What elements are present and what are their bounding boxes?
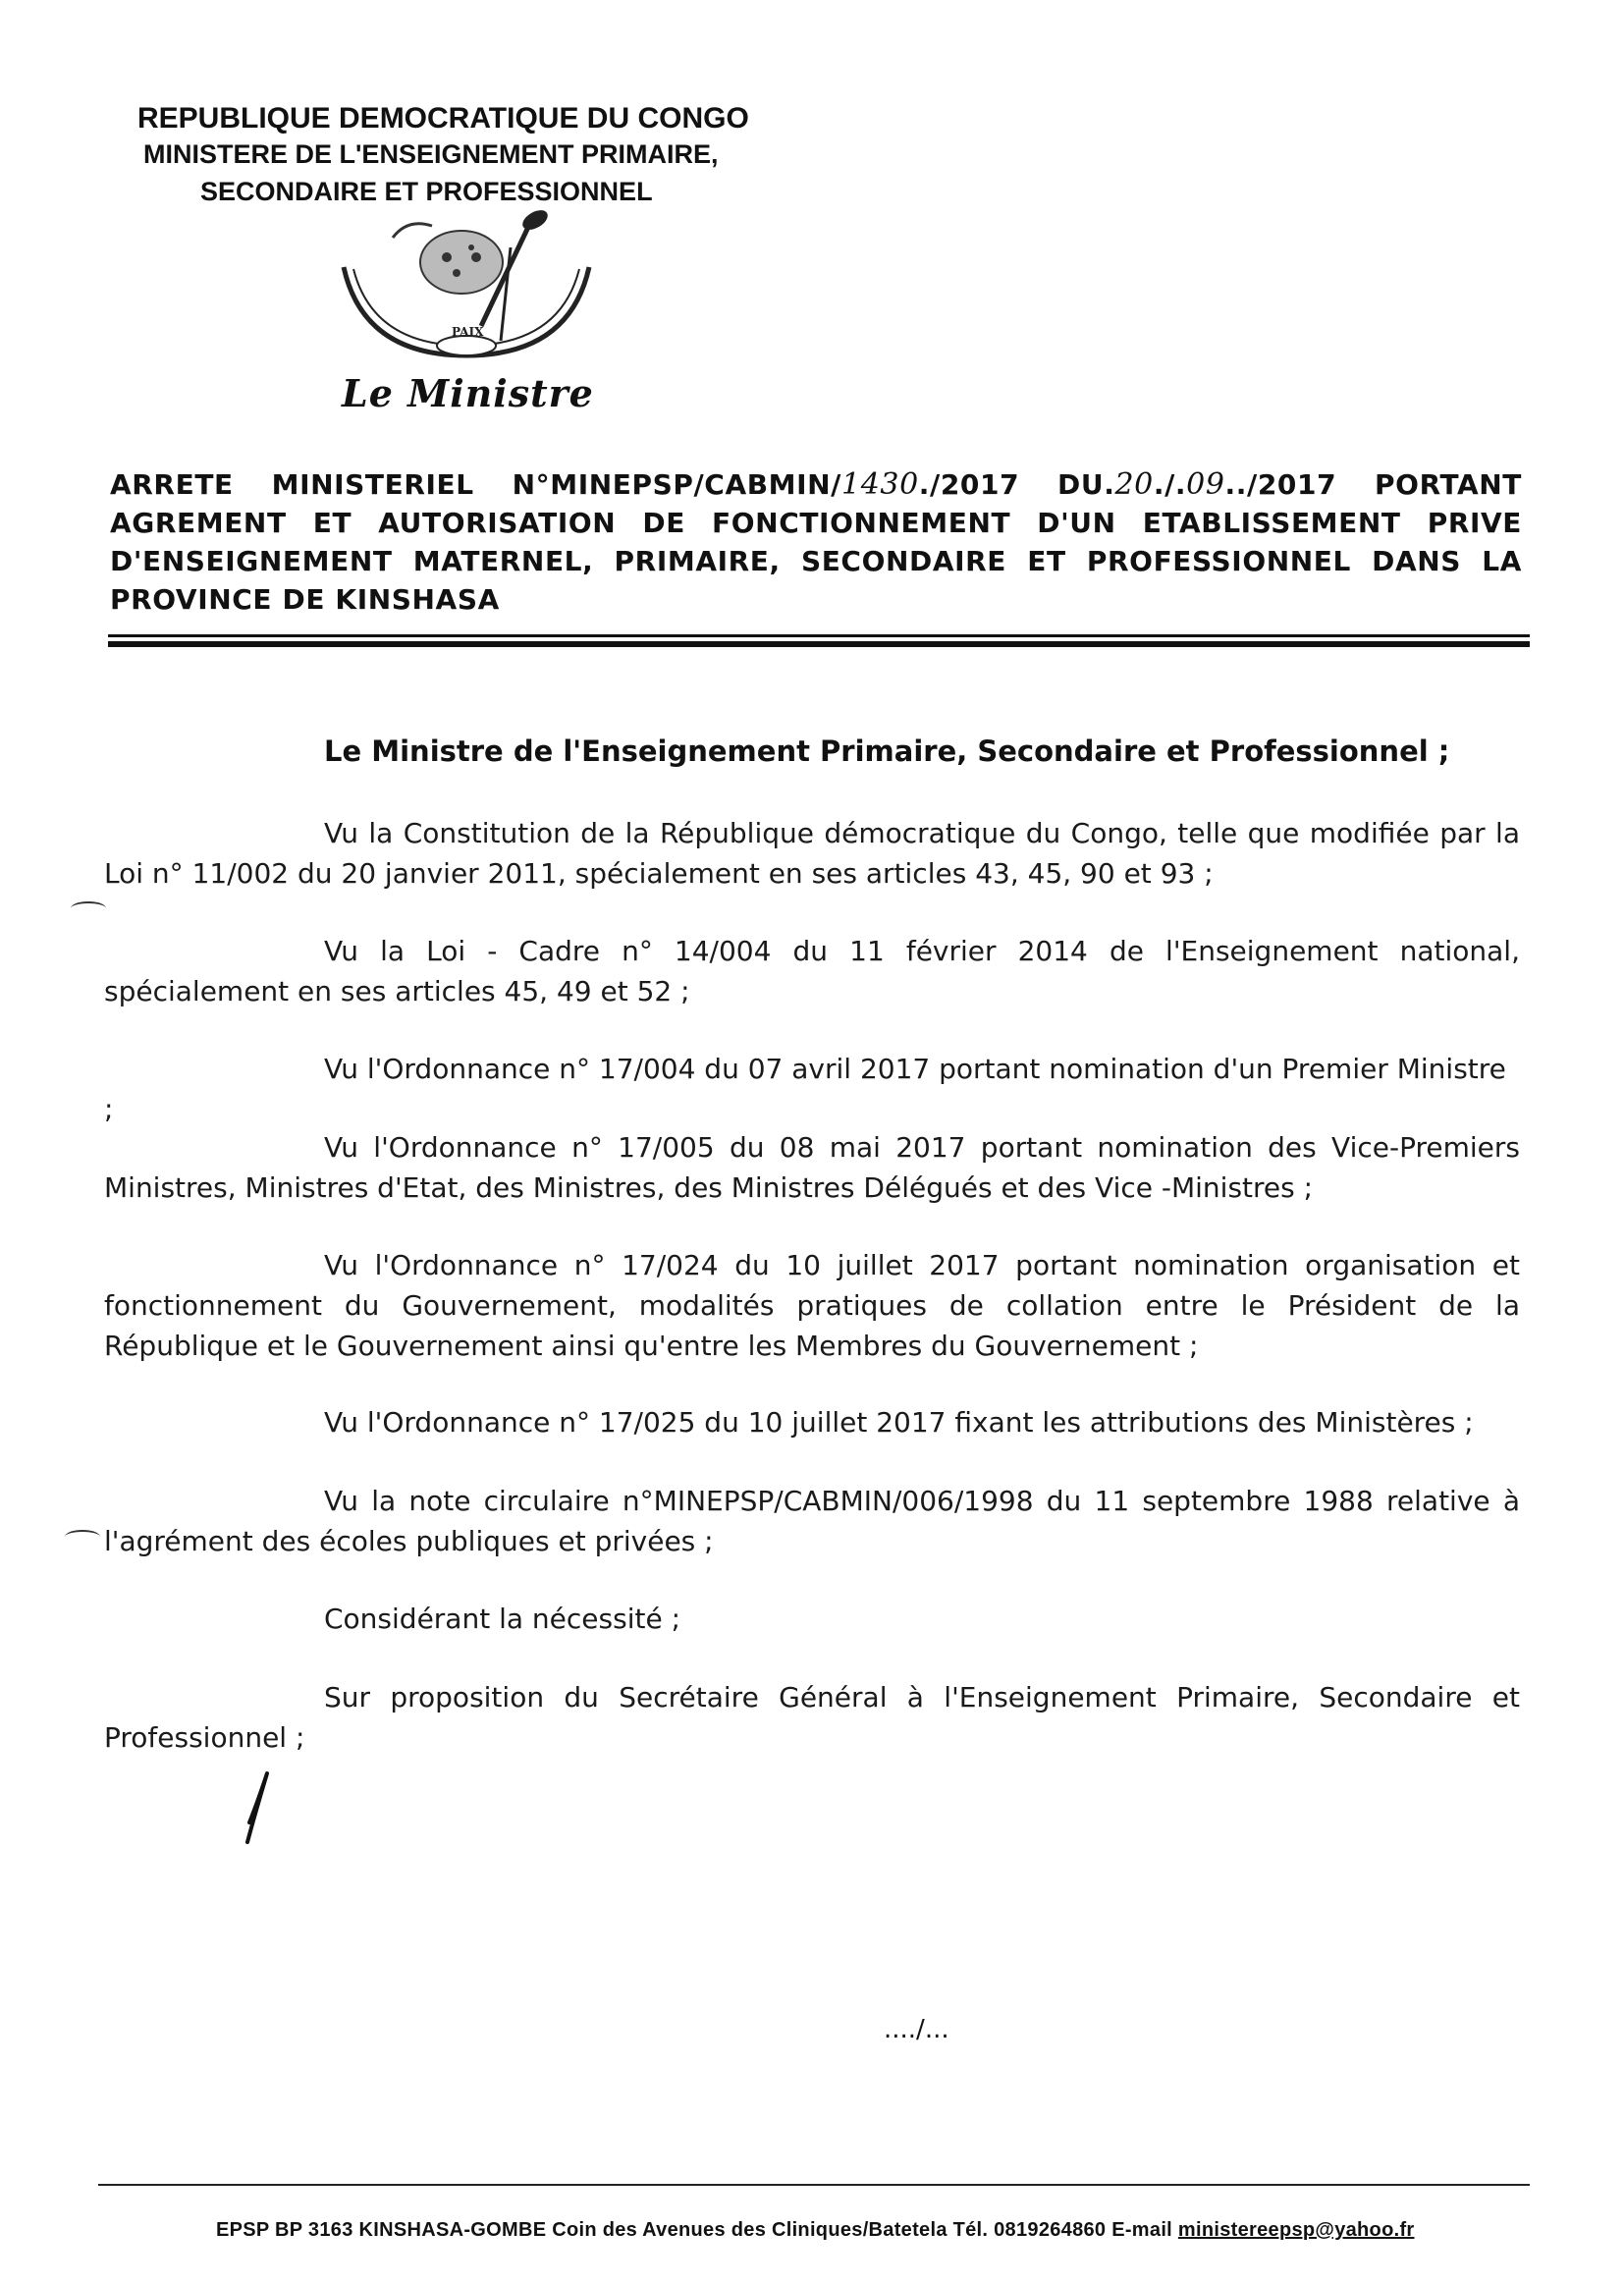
paragraph-ordonnance-17-005: Vu l'Ordonnance n° 17/005 du 08 mai 2017 portant nomination des Vice-Premiers Ministres, Ministres d'Etat, des Ministres, des Ministres Délégués et des Vice -Ministres ; [104, 1131, 1520, 1204]
paragraph-constitution: Vu la Constitution de la République démocratique du Congo, telle que modifiée par la Loi n° 11/002 du 20 janvier 2011, spécialement en ses articles 43, 45, 90 et 93 ; [104, 817, 1520, 890]
title-divider-thick [108, 641, 1530, 647]
country-name: REPUBLIQUE DEMOCRATIQUE DU CONGO [137, 102, 749, 135]
margin-tick-mark [65, 1530, 100, 1544]
footer-address [216, 2219, 1415, 2242]
page-continuation-mark: ..../... [884, 2015, 949, 2044]
margin-tick-mark [71, 901, 106, 915]
decree-prefix: ARRETE MINISTERIEL N°MINEPSP/CABMIN/ [110, 468, 842, 501]
preamble-heading: Le Ministre de l'Enseignement Primaire, Secondaire et Professionnel ; [324, 734, 1450, 768]
footer-divider [98, 2184, 1530, 2186]
emblem-motto: PAIX [452, 325, 484, 339]
decree-year-part: ./2017 DU. [918, 468, 1115, 501]
paragraph-note-circulaire: Vu la note circulaire n°MINEPSP/CABMIN/006/1998 du 11 septembre 1988 relative à l'agrément des écoles publiques et privées ; [104, 1485, 1520, 1557]
decree-title [110, 465, 1522, 619]
coat-of-arms-emblem [324, 208, 609, 365]
footer-address-text: EPSP BP 3163 KINSHASA-GOMBE Coin des Avenues des Cliniques/Batetela Tél. 0819264860 E-mail [216, 2219, 1178, 2241]
paragraph-proposition: Sur proposition du Secrétaire Général à l'Enseignement Primaire, Secondaire et Professionnel ; [104, 1681, 1520, 1754]
paragraph-ordonnance-17-024: Vu l'Ordonnance n° 17/024 du 10 juillet 2017 portant nomination organisation et fonctionnement du Gouvernement, modalités pratiques de collation entre le Président de la République et le Gouvernement ainsi qu'entre les Membres du Gouvernement ; [104, 1249, 1520, 1362]
ministry-name-line1: MINISTERE DE L'ENSEIGNEMENT PRIMAIRE, [143, 139, 719, 169]
minister-title: Le Ministre [342, 371, 594, 415]
title-divider-thin [108, 634, 1530, 637]
paragraph-ordonnance-17-004: Vu l'Ordonnance n° 17/004 du 07 avril 2017 portant nomination d'un Premier Ministre ; [104, 1053, 1506, 1125]
ministry-name-line2: SECONDAIRE ET PROFESSIONNEL [200, 177, 653, 206]
footer-email-link[interactable]: ministereepsp@yahoo.fr [1177, 2219, 1415, 2241]
paragraph-loi-cadre: Vu la Loi - Cadre n° 14/004 du 11 février 2014 de l'Enseignement national, spécialement en ses articles 45, 49 et 52 ; [104, 935, 1520, 1007]
decree-date-separator: ./. [1153, 468, 1187, 501]
handwritten-initial-mark [228, 1764, 287, 1852]
decree-number-handwritten: 1430 [841, 467, 919, 502]
paragraph-considerant: Considérant la nécessité ; [324, 1603, 681, 1635]
decree-day-handwritten: 20 [1114, 467, 1154, 502]
decree-month-handwritten: 09 [1186, 467, 1225, 502]
decree-title-rest: ../2017 PORTANT AGREMENT ET AUTORISATION DE FONCTIONNEMENT D'UN ETABLISSEMENT PRIVE D'ENSEIGNEMENT MATERNEL, PRIMAIRE, SECONDAIRE ET PROFESSIONNEL DANS LA PROVINCE DE KINSHASA [110, 468, 1523, 616]
paragraph-ordonnance-17-025: Vu l'Ordonnance n° 17/025 du 10 juillet 2017 fixant les attributions des Ministères ; [324, 1406, 1474, 1439]
